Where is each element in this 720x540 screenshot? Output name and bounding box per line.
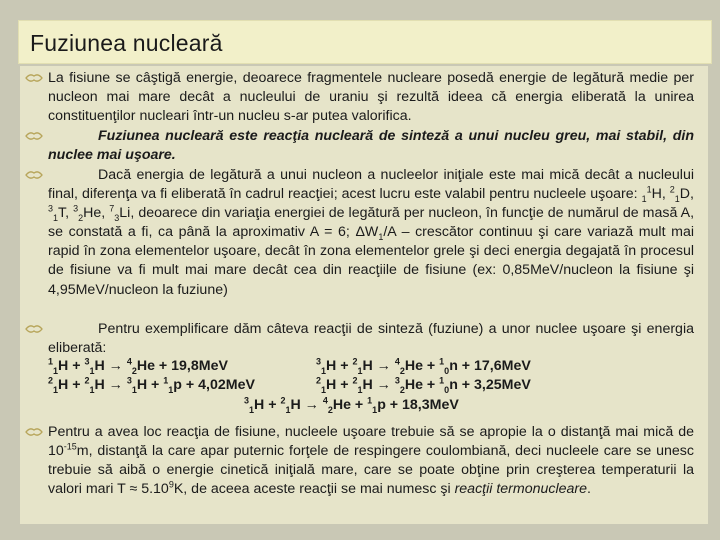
paragraph-examples: Pentru exemplificare dăm câteva reacţii de sinteză (fuziune) a unor nuclee uşoare şi energia eliberată: <box>48 321 694 357</box>
paragraph-thermonuclear: Pentru a avea loc reacţia de fisiune, nucleele uşoare trebuie să se apropie la o distanţă mai mică de $10^{-15}m$, distanţă la care apar puternic forţele de respingere coulombiană, deci nucleele care se unesc trebuie să aibă o energie cinetică iniţială mare, care se poate obţine prin creşterea temperaturii la valori mari $T \approx 5.10^9K$, de aceea aceste reacţii se mai numesc şi reacţii termonucleare. <box>48 424 694 498</box>
equation-3: $^2_1$H + $^2_1$H → $^3_1$H + $^1_1$p + 4,02MeV <box>48 375 255 395</box>
bullet-icon <box>25 72 43 84</box>
bullet-icon <box>25 169 43 181</box>
bullet-icon <box>25 323 43 335</box>
equation-5: $^3_1$H + $^2_1$H → $^4_2$He + $^1_1$p + 18,3MeV <box>244 395 459 415</box>
equation-1: $^1_1$H + $^3_1$H → $^4_2$He + 19,8MeV <box>48 356 228 376</box>
paragraph-fusion-definition: Fuziunea nucleară este reacţia nucleară de sinteză a unui nucleu greu, mai stabil, din nuclee mai uşoare. <box>48 128 694 164</box>
bullet-icon <box>25 130 43 142</box>
paragraph-binding-energy: Dacă energia de legătură a unui nucleon a nucleelor iniţiale este mai mică decât a nucleului final, diferenţa va fi eliberată în cadrul reacţiei; acest lucru este valabil pentru nucleele uşoare: $_1^1$H, $^2_1$D, $^3_1$T, $^3_2$He, $^7_3$Li, deoarece din variaţia energiei de legătură per nucleon, în funcţie de numărul de masă A, se constată a fi, ca până la aproximativ A = 6; $\Delta W_1/A$ – crescător continuu şi care variază mult mai rapid în zona elementelor uşoare, decât în zona elementelor grele şi deci energia degajată în procesul de fisiune va fi mult mai mare decât cea din reacţiile de fisiune (ex: 0,85MeV/nucleon la fisiune şi 4,95MeV/nucleon la fuziune) <box>48 167 695 298</box>
bullet-icon <box>25 426 43 438</box>
paragraph-fission-energy: La fisiune se câştigă energie, deoarece fragmentele nucleare posedă energie de legătură medie per nucleon mai mare decât a nucleului de uraniu şi rezultă ideea că energia eliberată la unirea constituenţilor nucleari într-un nucleu s-ar putea valorifica. <box>48 70 694 125</box>
equation-4: $^2_1$H + $^2_1$H → $^3_2$He + $^1_0$n + 3,25MeV <box>316 375 531 395</box>
page-title: Fuziunea nucleară <box>30 30 223 56</box>
equation-2: $^3_1$H + $^2_1$H → $^4_2$He + $^1_0$n + 17,6MeV <box>316 356 531 376</box>
